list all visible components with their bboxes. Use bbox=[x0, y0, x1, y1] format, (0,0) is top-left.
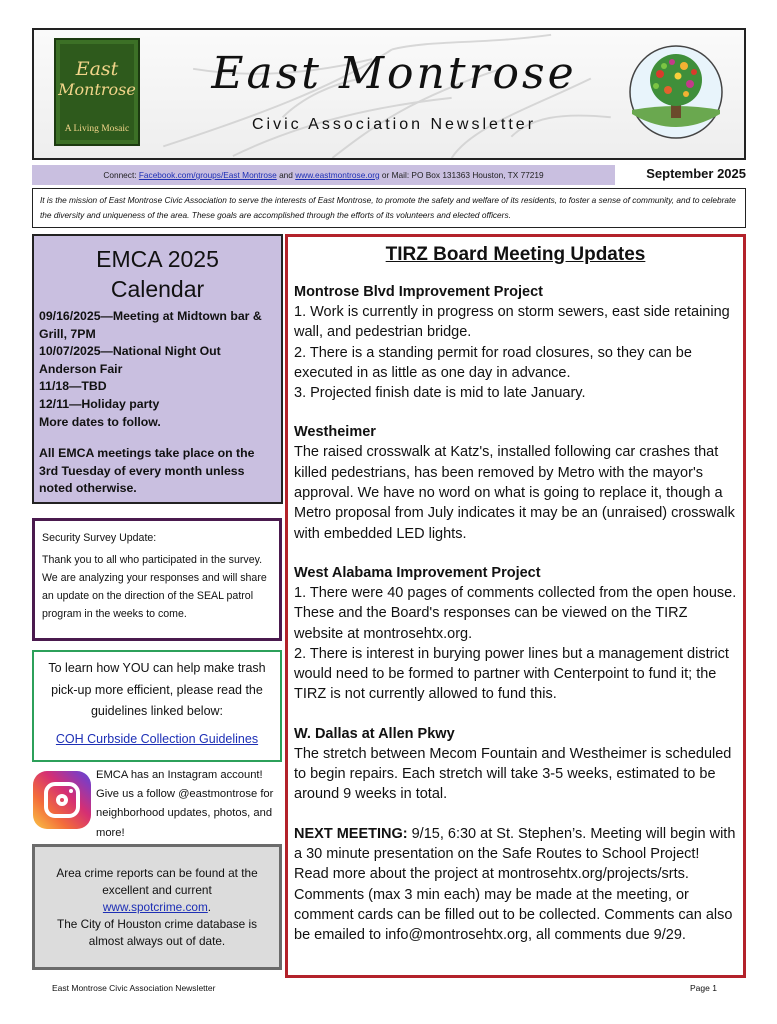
spotcrime-link[interactable]: www.spotcrime.com bbox=[102, 900, 208, 914]
crime-line2: The City of Houston crime database is almost always out of date. bbox=[57, 917, 257, 948]
calendar-title-line1: EMCA 2025 bbox=[96, 246, 219, 272]
connect-bar bbox=[32, 165, 615, 185]
crime-link-line bbox=[41, 899, 273, 916]
trash-body: To learn how YOU can help make trash pick-up more efficient, please read the guidelines linked below: bbox=[48, 661, 266, 718]
calendar-item: 12/11—Holiday party bbox=[39, 396, 160, 411]
calendar-item: More dates to follow. bbox=[39, 414, 161, 429]
section-body: The raised crosswalk at Katz's, installed following car crashes that killed pedestrians, has been removed by Metro with the mayor's approval. We have no word on what is going to replace it, though a Metro proposal from July indicates it may be an (unraised) crosswalk with embedded LED lights. bbox=[294, 444, 735, 542]
section-heading: Montrose Blvd Improvement Project bbox=[294, 284, 543, 300]
newsletter-subtitle: Civic Association Newsletter bbox=[251, 116, 537, 133]
website-link[interactable]: www.eastmontrose.org bbox=[295, 170, 380, 180]
tirz-section-w-dallas bbox=[294, 724, 737, 805]
footer-page-number: Page 1 bbox=[690, 983, 717, 993]
curbside-guidelines-link[interactable]: COH Curbside Collection Guidelines bbox=[55, 731, 259, 746]
tirz-updates-box bbox=[285, 234, 746, 978]
trash-guidelines-box bbox=[32, 650, 282, 762]
connect-mail: or Mail: PO Box 131363 Houston, TX 77219 bbox=[381, 170, 544, 180]
tirz-section-westheimer bbox=[294, 422, 737, 543]
logo-line-east: East bbox=[75, 58, 119, 80]
masthead bbox=[32, 28, 746, 160]
crime-line1: Area crime reports can be found at the excellent and current bbox=[56, 866, 258, 897]
mosaic-tree-icon bbox=[628, 44, 724, 140]
newsletter-title: East Montrose bbox=[211, 48, 577, 99]
connect-prefix: Connect: bbox=[103, 170, 139, 180]
section-heading: West Alabama Improvement Project bbox=[294, 564, 541, 581]
section-body: The stretch between Mecom Fountain and Westheimer is scheduled to begin repairs. Each stretch will take 3-5 weeks, estimated to be around 9 weeks in total. bbox=[294, 745, 732, 803]
survey-title: Security Survey Update: bbox=[42, 532, 157, 544]
facebook-link[interactable]: Facebook.com/groups/East Montrose bbox=[138, 170, 277, 180]
crime-link-suffix: . bbox=[207, 900, 212, 914]
calendar-box bbox=[32, 234, 283, 504]
calendar-item: 09/16/2025—Meeting at Midtown bar & Grill, 7PM bbox=[39, 309, 262, 341]
calendar-list bbox=[39, 308, 276, 431]
tirz-title: TIRZ Board Meeting Updates bbox=[385, 244, 646, 265]
tirz-section-montrose bbox=[294, 282, 737, 403]
logo-line-montrose: Montrose bbox=[58, 80, 136, 99]
crime-reports-box bbox=[32, 844, 282, 970]
calendar-item: 11/18—TBD bbox=[39, 379, 107, 394]
next-meeting-label: NEXT MEETING: bbox=[294, 825, 408, 842]
instagram-icon bbox=[33, 771, 91, 829]
section-body: 1. Work is currently in progress on storm sewers, east side retaining wall, and pedestrian bridge. 2. There is a standing permit for road closures, so they can be executed in as little as one day in advance. 3. Projected finish date is mid to late January. bbox=[294, 304, 730, 402]
logo-tagline: A Living Mosaic bbox=[64, 124, 130, 134]
mission-statement: It is the mission of East Montrose Civic Association to serve the interests of East Montrose, to promote the safety and welfare of its residents, to foster a sense of community, and to celebrate the diversity and uniqueness of the area. These goals are accomplished through the efforts of its volunteers and elected officers. bbox=[32, 188, 746, 228]
survey-body: Thank you to all who participated in the survey. We are analyzing your responses and will share an update on the direction of the SEAL patrol program in the weeks to come. bbox=[42, 554, 267, 620]
east-montrose-logo bbox=[54, 38, 140, 146]
issue-date: September 2025 bbox=[646, 166, 746, 181]
footer-publication: East Montrose Civic Association Newsletter bbox=[52, 983, 216, 993]
next-meeting bbox=[294, 824, 737, 946]
tirz-section-west-alabama bbox=[294, 563, 737, 705]
connect-and: and bbox=[279, 170, 296, 180]
section-heading: Westheimer bbox=[294, 424, 376, 441]
section-body: 1. There were 40 pages of comments collected from the open house. These and the Board's responses can be viewed on the TIRZ website at montrosehtx.org. 2. There is interest in burying power lines but a management district would need to be formed to partner with Centerpoint to fund it; the TIRZ is not currently allowed to fund this. bbox=[294, 584, 737, 703]
section-heading: W. Dallas at Allen Pkwy bbox=[294, 725, 455, 742]
calendar-note: All EMCA meetings take place on the 3rd Tuesday of every month unless noted otherwise. bbox=[39, 446, 255, 496]
calendar-item: 10/07/2025—National Night Out Anderson Fair bbox=[39, 344, 221, 376]
instagram-text: EMCA has an Instagram account! Give us a follow @eastmontrose for neighborhood updates, photos, and more! bbox=[96, 769, 274, 839]
security-survey-box bbox=[32, 518, 282, 641]
next-meeting-body: 9/15, 6:30 at St. Stephen’s. Meeting will begin with a 30 minute presentation on the Safe Routes to School Project! Read more about the project at montrosehtx.org/projects/srts. Comments (max 3 min each) may be made at the meeting, or comment cards can be filled out to be collected. Comments can also be emailed to info@montrosehtx.org, all comments due 9/29. bbox=[294, 825, 736, 944]
calendar-title-line2: Calendar bbox=[110, 276, 205, 302]
